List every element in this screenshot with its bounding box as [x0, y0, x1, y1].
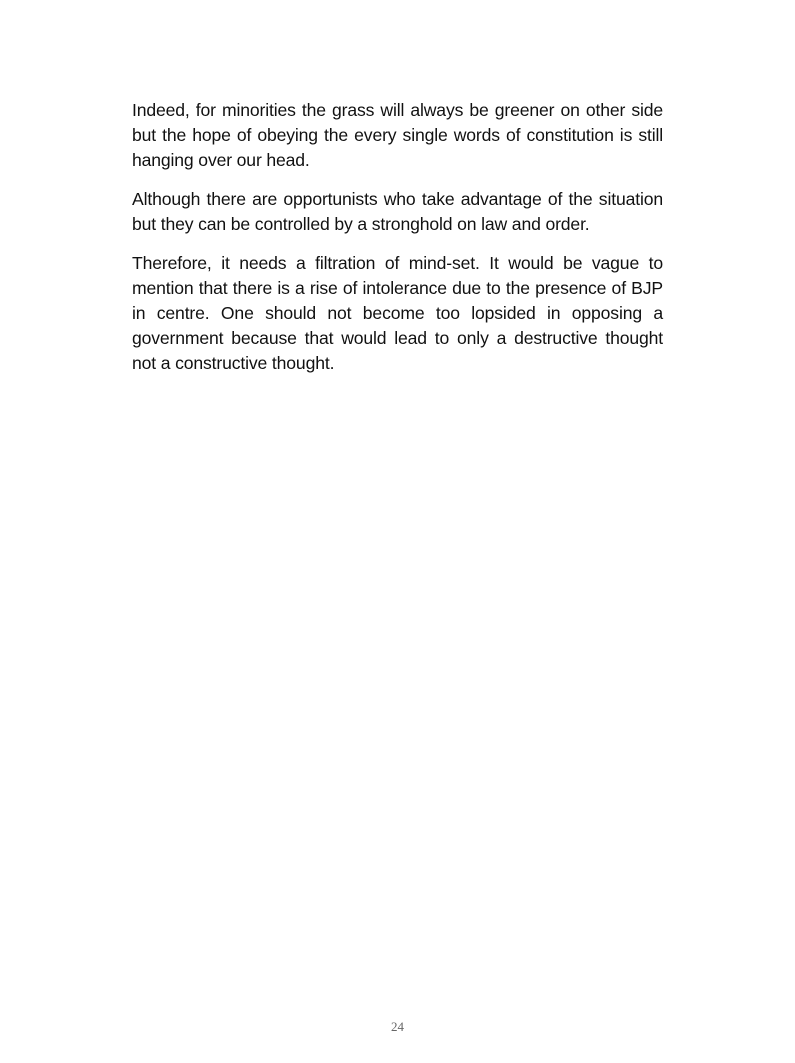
page-number: 24 — [391, 1019, 404, 1034]
page-body — [132, 98, 663, 390]
paragraph-2: Although there are opportunists who take advantage of the situation but they can be controlled by a stronghold on law and order. — [132, 189, 663, 234]
paragraph-1: Indeed, for minorities the grass will always be greener on other side but the hope of obeying the every single words of constitution is still hanging over our head. — [132, 100, 663, 170]
paragraph-3: Therefore, it needs a filtration of mind-set. It would be vague to mention that there is a rise of intolerance due to the presence of BJP in centre. One should not become too lopsided in opposing a government because that would lead to only a destructive thought not a constructive thought. — [132, 253, 663, 373]
